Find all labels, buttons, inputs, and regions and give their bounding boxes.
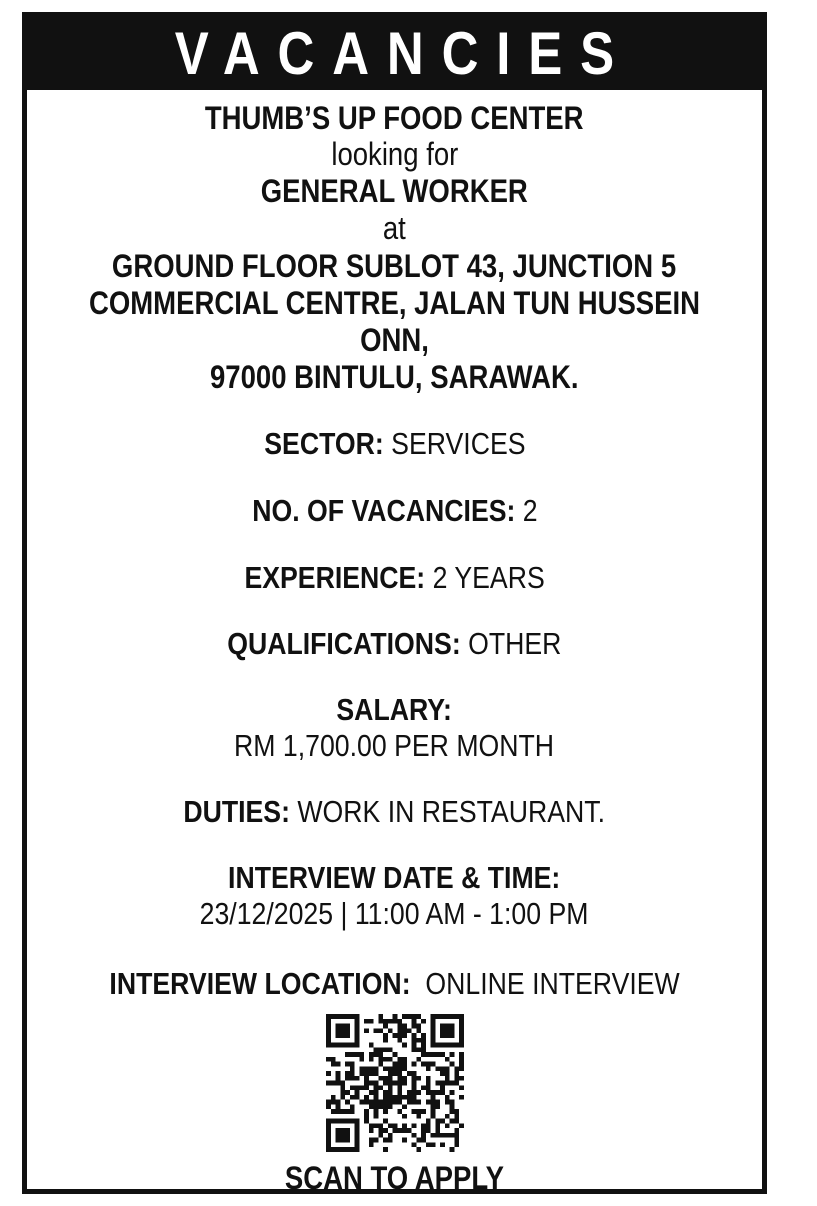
company-name: THUMB’S UP FOOD CENTER	[205, 100, 584, 136]
position-title: GENERAL WORKER	[260, 173, 529, 209]
ad-body	[27, 90, 762, 1196]
vacancies-label: NO. OF VACANCIES:	[251, 493, 515, 528]
qualifications-label: QUALIFICATIONS:	[227, 626, 461, 661]
qualifications-row	[27, 626, 762, 662]
interview-value: 23/12/2025 | 11:00 AM - 1:00 PM	[200, 896, 589, 931]
address-line-3: 97000 BINTULU, SARAWAK.	[210, 359, 579, 395]
page-title: VACANCIES	[174, 20, 633, 87]
header-banner	[27, 17, 762, 90]
vacancies-row	[27, 493, 762, 529]
duties-row	[27, 794, 762, 830]
vacancy-ad	[22, 12, 767, 1194]
duties-value: WORK IN RESTAURANT.	[297, 794, 606, 829]
address-line-1: GROUND FLOOR SUBLOT 43, JUNCTION 5	[112, 248, 677, 284]
salary-value: RM 1,700.00 PER MONTH	[234, 728, 555, 763]
experience-row	[27, 560, 762, 596]
interview-label: INTERVIEW DATE & TIME:	[228, 860, 561, 895]
interview-block	[27, 860, 762, 932]
salary-block	[27, 692, 762, 764]
at-text: at	[383, 210, 406, 246]
qr-container	[27, 1014, 762, 1152]
address-block	[27, 248, 762, 396]
sector-row	[27, 426, 762, 462]
location-value: ONLINE INTERVIEW	[425, 966, 680, 1001]
sector-label: SECTOR:	[263, 426, 384, 461]
salary-label: SALARY:	[336, 692, 453, 727]
experience-label: EXPERIENCE:	[244, 560, 426, 595]
looking-for-text: looking for	[331, 136, 458, 172]
experience-value: 2 YEARS	[432, 560, 545, 595]
address-line-2: COMMERCIAL CENTRE, JALAN TUN HUSSEIN ONN,	[88, 285, 701, 358]
qr-code-icon[interactable]	[326, 1014, 464, 1152]
vacancies-value: 2	[522, 493, 538, 528]
scan-to-apply-text: SCAN TO APPLY	[284, 1160, 505, 1196]
sector-value: SERVICES	[390, 426, 526, 461]
duties-label: DUTIES:	[183, 794, 291, 829]
qualifications-value: OTHER	[468, 626, 562, 661]
location-label: INTERVIEW LOCATION:	[109, 966, 411, 1001]
location-row	[27, 966, 762, 1002]
